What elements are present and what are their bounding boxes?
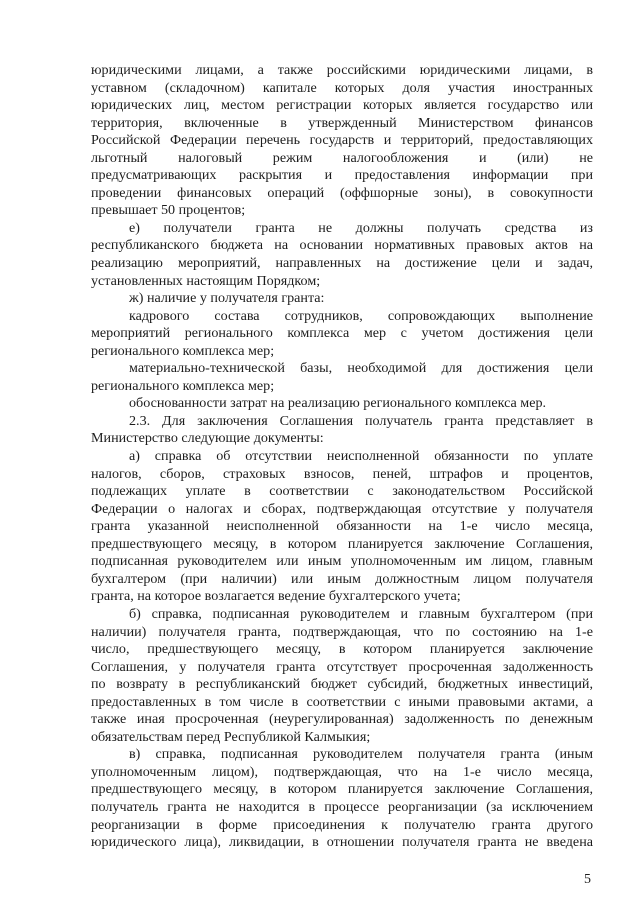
text-line: предшествующего месяцу, в котором планируется заключение Соглашения, (91, 781, 593, 798)
text-line: гранта, на которое возлагается ведение бухгалтерского учета; (91, 588, 461, 605)
text-line: подлежащих уплате в соответствии с законодательством Российской (91, 483, 593, 500)
text-line: наличии) получателя гранта, подтверждающая, что по состоянию на 1-е (91, 623, 593, 640)
text-line: Министерство следующие документы: (91, 430, 324, 447)
text-line: ж) наличие у получателя гранта: (129, 290, 325, 307)
text-line: юридических лиц, местом регистрации которых является государство или (91, 97, 593, 114)
text-line: уставном (складочном) капитале которых доля участия иностранных (91, 79, 593, 96)
text-line: по возврату в республиканский бюджет субсидий, бюджетных инвестиций, (91, 676, 593, 693)
text-line: налогов, сборов, страховых взносов, пеней, штрафов и процентов, (91, 465, 593, 482)
text-line: материально-технической базы, необходимой для достижения цели (129, 360, 593, 377)
text-line: республиканского бюджета на основании нормативных правовых актов на (91, 237, 593, 254)
text-line: превышает 50 процентов; (91, 202, 246, 219)
text-line: уполномоченным лицом), подтверждающая, что на 1-е число месяца, (91, 763, 593, 780)
text-line: также иная просроченная (неурегулированная) задолженность по денежным (91, 711, 593, 728)
text-line: подписанная руководителем или иным уполномоченным им лицом, главным (91, 553, 593, 570)
text-line: бухгалтером (при наличии) или иным должностным лицом получателя (91, 570, 593, 587)
text-line: кадрового состава сотрудников, сопровождающих выполнение (129, 307, 593, 324)
text-line: гранта указанной неисполненной обязанности на 1-е число месяца, (91, 518, 593, 535)
text-line: б) справка, подписанная руководителем и главным бухгалтером (при (129, 605, 593, 622)
text-line: Российской Федерации перечень государств и территорий, предоставляющих (91, 132, 593, 149)
text-line: территория, включенные в утвержденный Министерством финансов (91, 114, 593, 131)
text-line: получатель гранта не находится в процессе реорганизации (за исключением (91, 798, 593, 815)
text-line: регионального комплекса мер; (91, 377, 275, 394)
text-line: юридического лица), ликвидации, в отношении получателя гранта не введена (91, 834, 593, 851)
text-line: в) справка, подписанная руководителем получателя гранта (иным (129, 746, 593, 763)
page-number: 5 (584, 872, 591, 887)
text-line: реорганизации в форме присоединения к получателю гранта другого (91, 816, 593, 833)
text-line: а) справка об отсутствии неисполненной обязанности по уплате (129, 448, 593, 465)
text-line: предусматривающих раскрытия и предоставления информации при (91, 167, 593, 184)
text-line: мероприятий регионального комплекса мер с учетом достижения цели (91, 325, 593, 342)
text-line: установленных настоящим Порядком; (91, 272, 321, 289)
text-line: предшествующего месяцу, в котором планируется заключение Соглашения, (91, 535, 593, 552)
text-line: проведении финансовых операций (оффшорные зоны), в совокупности (91, 184, 593, 201)
text-line: 2.3. Для заключения Соглашения получатель гранта представляет в (129, 412, 593, 429)
text-line: число, предшествующего месяцу, в котором планируется заключение (91, 641, 593, 658)
text-line: е) получатели гранта не должны получать средства из (129, 219, 593, 236)
text-line: обязательствам перед Республикой Калмыкия; (91, 728, 371, 745)
text-line: Федерации о налогах и сборах, подтверждающая отсутствие у получателя (91, 500, 593, 517)
text-line: обоснованности затрат на реализацию регионального комплекса мер. (129, 395, 547, 412)
document-body (91, 62, 593, 852)
text-line: реализацию мероприятий, направленных на достижение цели и задач, (91, 255, 593, 272)
text-line: предоставленных в том числе в соответствии с иными правовыми актами, а (91, 693, 593, 710)
text-line: юридическими лицами, а также российскими юридическими лицами, в (91, 62, 593, 78)
text-line: Соглашения, у получателя гранта отсутствует просроченная задолженность (91, 658, 593, 675)
text-line: регионального комплекса мер; (91, 342, 275, 359)
text-line: льготный налоговый режим налогообложения и (или) не (91, 149, 593, 166)
